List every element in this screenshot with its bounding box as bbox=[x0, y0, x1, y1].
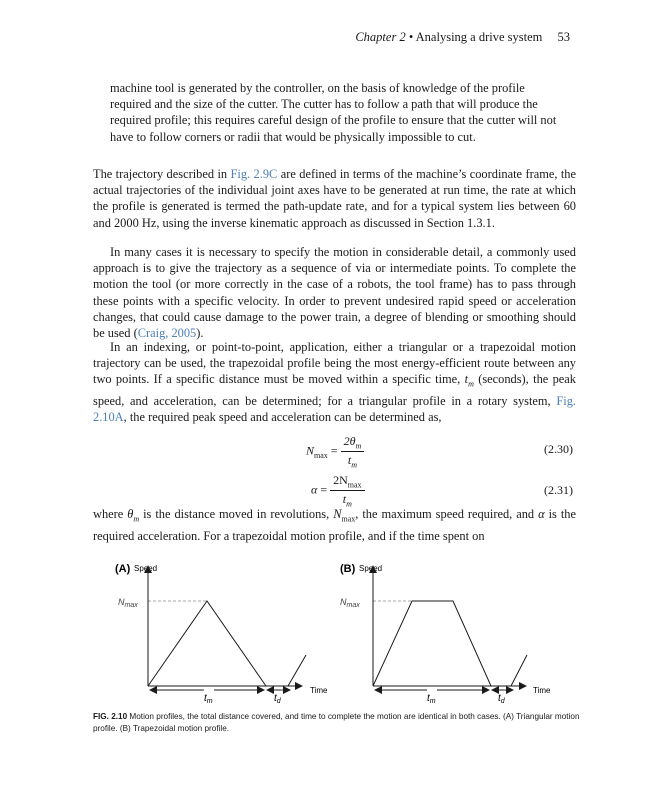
eq1-numerator: 2θ bbox=[343, 434, 356, 448]
eq-number-2-30: (2.30) bbox=[544, 442, 573, 456]
theta-sub: m bbox=[133, 514, 140, 524]
eq1-fraction bbox=[341, 434, 365, 470]
para4-text-a: where bbox=[93, 507, 128, 521]
panel-b-x-axis-label: Time bbox=[533, 686, 551, 695]
theta-symbol: θ bbox=[127, 507, 134, 521]
chapter-label: Chapter 2 bbox=[355, 30, 406, 44]
panel-b-label: (B) bbox=[340, 563, 356, 575]
panel-b bbox=[340, 563, 551, 705]
paragraph-3 bbox=[93, 339, 576, 425]
panel-b-trapezoid-profile bbox=[373, 601, 491, 686]
eq2-equals: = bbox=[320, 482, 328, 497]
panel-a-label: (A) bbox=[115, 563, 131, 575]
eq2-numerator: 2N bbox=[333, 473, 348, 487]
craig-2005-link[interactable]: Craig, 2005 bbox=[137, 326, 197, 341]
eq2-denominator: t bbox=[342, 492, 347, 507]
eq1-lhs-sub: max bbox=[314, 451, 328, 461]
paragraph-2 bbox=[93, 244, 576, 341]
eq1-lhs: N bbox=[306, 443, 315, 458]
eq2-denominator-sub: m bbox=[346, 499, 352, 509]
fig-2-9c-link[interactable]: Fig. 2.9C bbox=[230, 167, 278, 181]
eq2-lhs: α bbox=[311, 482, 318, 497]
page-number: 53 bbox=[557, 30, 570, 44]
panel-a-td-label: $t_d$ bbox=[274, 693, 281, 705]
eq1-numerator-sub: m bbox=[355, 441, 362, 451]
panel-a-nmax-label: $N_{max}$ bbox=[118, 597, 138, 609]
panel-b-tm-label: $t_m$ bbox=[427, 693, 436, 705]
para3-text-c: , the required peak speed and acceleration can be determined as, bbox=[123, 410, 442, 425]
panel-a bbox=[115, 563, 328, 705]
alpha-symbol: α bbox=[538, 507, 545, 521]
paragraph-1 bbox=[93, 166, 576, 231]
panel-a-tm-label: $t_m$ bbox=[204, 693, 213, 705]
running-head bbox=[355, 30, 570, 45]
equation-2-31 bbox=[311, 473, 365, 509]
panel-b-nmax-label: $N_{max}$ bbox=[340, 597, 360, 609]
para1-text-b: are defined in terms of the machine’s coordinate frame, the actual trajectories of the individual joint axes have to be generated at run time, the rate at which the profile is generated is termed the path-update rate, and for a typical system lies between 60 and 2000 Hz, using the inverse kinematic approach as discussed in Section 1.3.1. bbox=[93, 167, 576, 230]
panel-a-x-axis-label: Time bbox=[310, 686, 328, 695]
panel-b-y-axis-label: Speed bbox=[359, 564, 383, 573]
paragraph-4 bbox=[93, 506, 576, 544]
para4-text-d: is the required acceleration. For a trapezoidal motion profile, and if the time spent on bbox=[93, 507, 576, 543]
panel-a-y-axis-label: Speed bbox=[134, 564, 158, 573]
caption-label: FIG. 2.10 bbox=[93, 712, 128, 721]
eq1-denominator-sub: m bbox=[351, 460, 357, 470]
eq1-denominator: t bbox=[347, 453, 352, 468]
nmax-symbol: N bbox=[333, 507, 342, 521]
tm-symbol: t bbox=[464, 372, 469, 387]
block-quote: machine tool is generated by the controller, on the basis of knowledge of the profile required and the size of the cutter. The cutter has to follow a path that will produce the required profile; this requires careful design of the profile to ensure that the cutter will not have to follow corners or radii that would be physically impossible to cut. bbox=[110, 81, 557, 144]
eq1-equals: = bbox=[330, 443, 338, 458]
para4-text-b: is the distance moved in revolutions, bbox=[139, 507, 334, 521]
caption-text: Motion profiles, the total distance covered, and time to complete the motion are identical in both cases. (A) Triangular motion profile. (B) Trapezoidal motion profile. bbox=[93, 712, 580, 733]
figure-caption bbox=[93, 711, 593, 735]
eq-number-2-31: (2.31) bbox=[544, 483, 573, 497]
para2-text-b: ). bbox=[196, 326, 204, 341]
header-bullet: • bbox=[408, 30, 414, 44]
section-title: Analysing a drive system bbox=[415, 30, 543, 44]
tm-sub: m bbox=[468, 379, 474, 389]
equation-2-30 bbox=[306, 434, 364, 470]
para1-text-a: The trajectory described in bbox=[93, 167, 231, 181]
panel-a-next-move bbox=[288, 655, 306, 686]
para4-text-c: , the maximum speed required, and bbox=[355, 507, 539, 521]
para3-text-a: In an indexing, or point-to-point, application, either a triangular or a trapezoidal motion trajectory can be used, the trapezoidal profile being the most energy-efficient route between any two points. If a specific distance must be moved within a specific time, bbox=[93, 340, 576, 387]
para3-text-b: (seconds), the peak speed, and acceleration, can be determined; for a triangular profile in a rotary system, bbox=[93, 372, 576, 409]
figure-2-10 bbox=[0, 550, 648, 710]
eq2-numerator-sub: max bbox=[347, 480, 362, 490]
panel-b-next-move bbox=[511, 655, 527, 686]
panel-b-td-label: $t_d$ bbox=[498, 693, 505, 705]
para2-text-a: In many cases it is necessary to specify the motion in considerable detail, a commonly used approach is to give the trajectory as a sequence of via or intermediate points. To complete the motion the tool (or more correctly in the case of a robots, the tool frame) has to pass through these points with a specific velocity. In order to prevent undesired rapid speed or acceleration changes, that could cause damage to the power train, a degree of blending or smoothing should be used ( bbox=[93, 245, 576, 341]
fig-2-10a-link[interactable]: Fig. 2.10A bbox=[93, 394, 576, 425]
panel-a-triangle-profile bbox=[148, 601, 266, 686]
nmax-sub: max bbox=[341, 514, 356, 524]
eq2-fraction bbox=[330, 473, 364, 509]
